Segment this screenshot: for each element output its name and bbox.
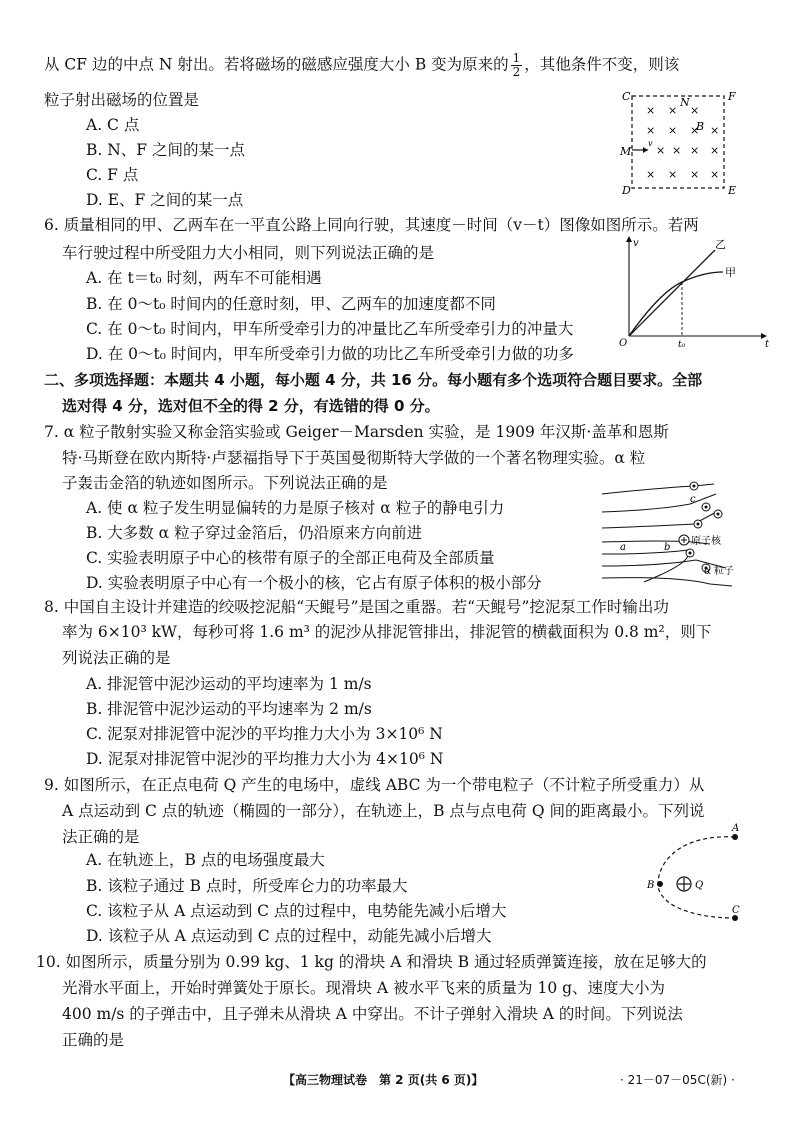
option-b: B. 大多数 α 粒子穿过金箔后，仍沿原来方向前进	[86, 524, 423, 542]
svg-text:×: ×	[690, 124, 700, 137]
svg-text:×: ×	[672, 144, 682, 157]
text-line: 光滑水平面上，开始时弹簧处于原长。现滑块 A 被水平飞来的质量为 10 g、速度大小为	[62, 979, 666, 997]
alpha-scattering-figure	[598, 480, 748, 590]
text-line: 车行驶过程中所受阻力大小相同，则下列说法正确的是	[62, 244, 435, 262]
text-line: 粒子射出磁场的位置是	[44, 91, 200, 109]
section-heading-cont: 选对得 4 分，选对但不全的得 2 分，有选错的得 0 分。	[62, 397, 440, 415]
v-label: v	[633, 238, 639, 249]
option-a: A. C 点	[86, 116, 140, 134]
trajectory-abc	[658, 837, 735, 918]
option-c: C. 该粒子从 A 点运动到 C 点的过程中，电势能先减小后增大	[86, 902, 507, 920]
question-7: 7. α 粒子散射实验又称金箔实验或 Geiger－Marsden 实验，是 1909 年汉斯·盖革和恩斯	[44, 423, 669, 441]
option-b: B. 排泥管中泥沙运动的平均速率为 2 m/s	[86, 700, 372, 718]
section-heading: 二、多项选择题：本题共 4 小题，每小题 4 分，共 16 分。每小题有多个选项符合题目要求。全部	[44, 371, 703, 389]
yi-label: 乙	[715, 238, 726, 251]
svg-text:×: ×	[668, 124, 678, 137]
point-b	[657, 881, 663, 887]
vt-graph-figure	[615, 232, 775, 350]
svg-text:×: ×	[668, 104, 678, 117]
origin-label: O	[619, 338, 628, 349]
option-d: D. 实验表明原子中心有一个极小的核，它占有原子体积的极小部分	[86, 574, 542, 592]
magnetic-field-figure	[620, 88, 740, 198]
option-a: A. 在轨迹上，B 点的电场强度最大	[86, 851, 325, 869]
trajectory-b-label: b	[664, 542, 671, 553]
page-footer: 【高三物理试卷 第 2 页(共 6 页)】	[283, 1073, 484, 1087]
option-d: D. E、F 之间的某一点	[86, 191, 244, 209]
option-c: C. F 点	[86, 166, 139, 184]
label-f: F	[728, 90, 736, 103]
text-line: 列说法正确的是	[62, 649, 171, 667]
option-a: A. 使 α 粒子发生明显偏转的力是原子核对 α 粒子的静电引力	[86, 499, 505, 517]
label-b: B	[647, 880, 655, 891]
text-line: 法正确的是	[62, 828, 140, 846]
label-q: Q	[695, 880, 704, 891]
t0-label: t₀	[678, 340, 686, 350]
text-line: 从 CF 边的中点 N 射出。若将磁场的磁感应强度大小 B 变为原来的 $\frac{1}{2}$ ，其他条件不变，则该	[44, 51, 680, 79]
label-e: E	[728, 184, 737, 197]
alpha-particle-label: α 粒子	[704, 566, 734, 577]
text-line: 正确的是	[62, 1031, 125, 1049]
charge-trajectory-figure	[640, 822, 750, 922]
text-line: 400 m/s 的子弹击中，且子弹未从滑块 A 中穿出。不计子弹射入滑块 A 的时间。下列说法	[62, 1005, 683, 1023]
question-6: 6. 质量相同的甲、乙两车在一平直公路上同向行驶，其速度－时间（v－t）图像如图所示。若两	[44, 216, 699, 234]
text-line: 率为 6×10³ kW，每秒可将 1.6 m³ 的泥沙从排泥管排出，排泥管的横截面积为 0.8 m²，则下	[62, 623, 712, 641]
field-crosses	[646, 104, 719, 181]
option-c: C. 在 0～t₀ 时间内，甲车所受牵引力的冲量比乙车所受牵引力的冲量大	[86, 320, 574, 338]
option-c: C. 实验表明原子中心的核带有原子的全部正电荷及全部质量	[86, 549, 495, 567]
label-c: C	[622, 90, 631, 103]
svg-text:×: ×	[710, 144, 720, 157]
svg-text:×: ×	[668, 168, 678, 181]
trajectory-c-label: c	[690, 494, 696, 505]
question-10: 10. 如图所示，质量分别为 0.99 kg、1 kg 的滑块 A 和滑块 B 通过轻质弹簧连接，放在足够大的	[36, 953, 707, 971]
point-a	[732, 834, 738, 840]
label-b: B	[696, 120, 705, 133]
question-9: 9. 如图所示，在正点电荷 Q 产生的电场中，虚线 ABC 为一个带电粒子（不计粒子所受重力）从	[44, 776, 705, 794]
option-c: C. 泥泵对排泥管中泥沙的平均推力大小为 3×10⁶ N	[86, 725, 443, 743]
svg-text:×: ×	[646, 104, 656, 117]
text-line: A 点运动到 C 点的轨迹（椭圆的一部分），在轨迹上，B 点与点电荷 Q 间的距离最小。下列说	[62, 802, 705, 820]
label-d: D	[622, 184, 631, 197]
option-a: A. 在 t＝t₀ 时刻，两车不可能相遇	[86, 269, 322, 287]
option-d: D. 该粒子从 A 点运动到 C 点的过程中，动能先减小后增大	[86, 927, 492, 945]
text-line: 特·马斯登在欧内斯特·卢瑟福指导下于英国曼彻斯特大学做的一个著名物理实验。α 粒	[62, 449, 646, 467]
option-d: D. 在 0～t₀ 时间内，甲车所受牵引力做的功比乙车所受牵引力做的功多	[86, 345, 574, 363]
svg-text:×: ×	[690, 144, 700, 157]
svg-text:×: ×	[656, 144, 666, 157]
question-8: 8. 中国自主设计并建造的绞吸挖泥船“天鲲号”是国之重器。若“天鲲号”挖泥泵工作时输出功	[44, 598, 669, 616]
option-a: A. 排泥管中泥沙运动的平均速率为 1 m/s	[86, 675, 372, 693]
option-d: D. 泥泵对排泥管中泥沙的平均推力大小为 4×10⁶ N	[86, 750, 444, 768]
curve-jia	[629, 272, 723, 336]
text-line: 子轰击金箔的轨迹如图所示。下列说法正确的是	[62, 474, 388, 492]
option-b: B. N、F 之间的某一点	[86, 141, 245, 159]
option-b: B. 该粒子通过 B 点时，所受库仑力的功率最大	[86, 877, 408, 895]
label-c: C	[732, 905, 740, 916]
svg-text:×: ×	[710, 124, 720, 137]
svg-text:×: ×	[690, 104, 700, 117]
label-a: A	[732, 823, 740, 834]
paper-code: · 21－07－05C(新) ·	[620, 1073, 735, 1087]
label-v: v	[648, 139, 653, 148]
svg-text:×: ×	[710, 168, 720, 181]
option-b: B. 在 0～t₀ 时间内的任意时刻，甲、乙两车的加速度都不同	[86, 295, 496, 313]
nucleus-label: 原子核	[691, 536, 721, 547]
label-m: M	[620, 145, 632, 158]
svg-text:×: ×	[646, 124, 656, 137]
t-label: t	[765, 339, 770, 350]
trajectory-a-label: a	[620, 542, 626, 553]
svg-text:×: ×	[646, 168, 656, 181]
label-n: N	[680, 96, 690, 109]
curve-yi	[629, 250, 715, 336]
fraction: $\frac{1}{2}$	[512, 51, 521, 79]
jia-label: 甲	[725, 266, 736, 279]
svg-text:×: ×	[690, 168, 700, 181]
